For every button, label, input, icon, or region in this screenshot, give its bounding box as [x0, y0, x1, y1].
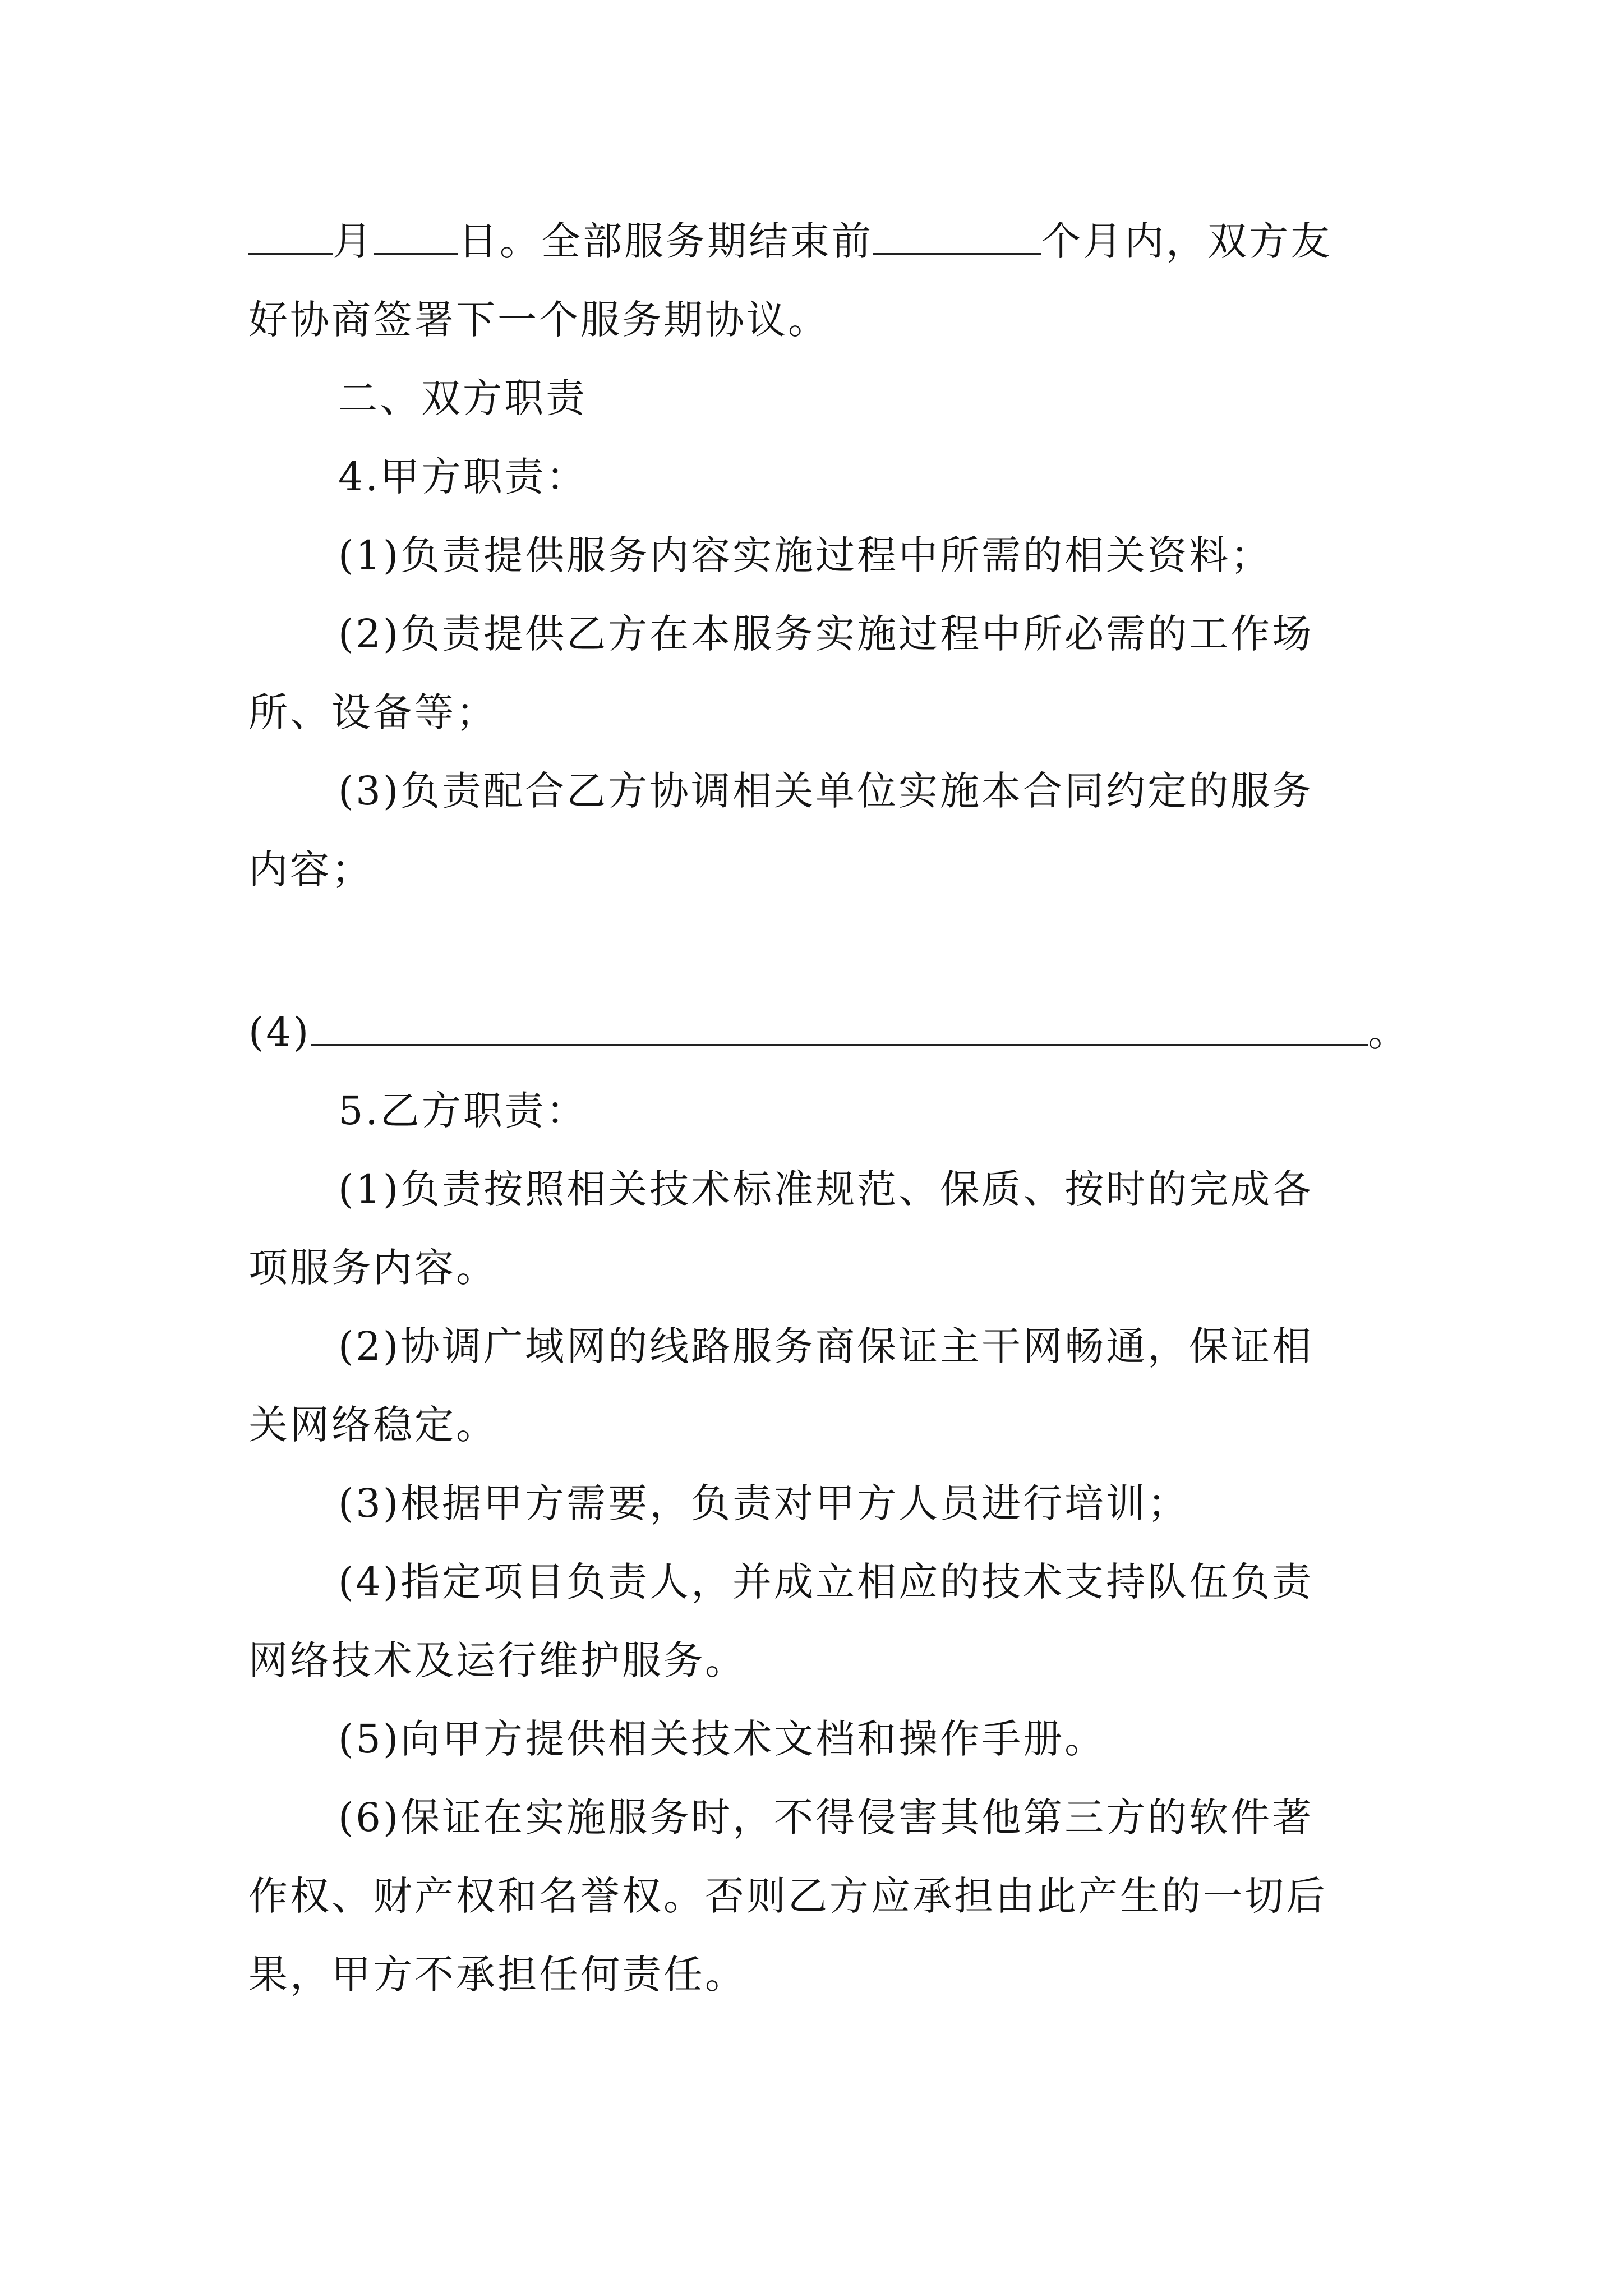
party-a-item-1: (1)负责提供服务内容实施过程中所需的相关资料； [338, 532, 1272, 578]
party-b-heading: 5.乙方职责： [338, 1088, 588, 1134]
party-b-item-6-cont: 果，甲方不承担任何责任。 [248, 1952, 746, 1998]
blank-line [374, 214, 458, 255]
party-a-item-3: (3)负责配合乙方协调相关单位实施本合同约定的服务 [338, 768, 1314, 814]
party-b-item-1: (1)负责按照相关技术标准规范、保质、按时的完成各 [338, 1166, 1314, 1212]
party-b-item-5: (5)向甲方提供相关技术文档和操作手册。 [338, 1716, 1106, 1762]
blank-line [248, 214, 333, 255]
party-a-heading: 4.甲方职责： [338, 454, 588, 500]
text-segment: 月 [333, 218, 374, 264]
text-segment: 。 [1368, 1009, 1410, 1055]
party-a-item-3-cont: 内容； [248, 846, 373, 892]
party-b-item-3: (3)根据甲方需要，负责对甲方人员进行培训； [338, 1480, 1189, 1526]
text-segment: 个月内，双方友 [1041, 218, 1332, 264]
party-b-item-2-cont: 关网络稳定。 [248, 1402, 497, 1448]
party-a-item-2-cont: 所、设备等； [248, 689, 497, 735]
text-line [248, 202, 1393, 280]
party-b-item-4-cont: 网络技术及运行维护服务。 [248, 1637, 746, 1683]
party-b-item-2: (2)协调广域网的线路服务商保证主干网畅通，保证相 [338, 1323, 1314, 1369]
party-a-item-2: (2)负责提供乙方在本服务实施过程中所必需的工作场 [338, 611, 1314, 657]
spacer [248, 909, 1393, 993]
party-b-item-1-cont: 项服务内容。 [248, 1245, 497, 1291]
party-a-item-4 [248, 993, 1410, 1071]
party-b-item-4: (4)指定项目负责人，并成立相应的技术支持队伍负责 [338, 1559, 1314, 1605]
blank-line [873, 214, 1041, 255]
party-b-item-6-cont: 作权、财产权和名誉权。否则乙方应承担由此产生的一切后 [248, 1873, 1327, 1919]
section-heading: 二、双方职责 [338, 375, 587, 421]
text-line: 好协商签署下一个服务期协议。 [248, 297, 829, 343]
blank-line [311, 1005, 1368, 1046]
item-number: (4) [248, 1009, 311, 1055]
party-b-item-6: (6)保证在实施服务时，不得侵害其他第三方的软件著 [338, 1795, 1314, 1841]
text-segment: 日。全部服务期结束前 [458, 218, 873, 264]
document-page [248, 202, 1410, 2014]
